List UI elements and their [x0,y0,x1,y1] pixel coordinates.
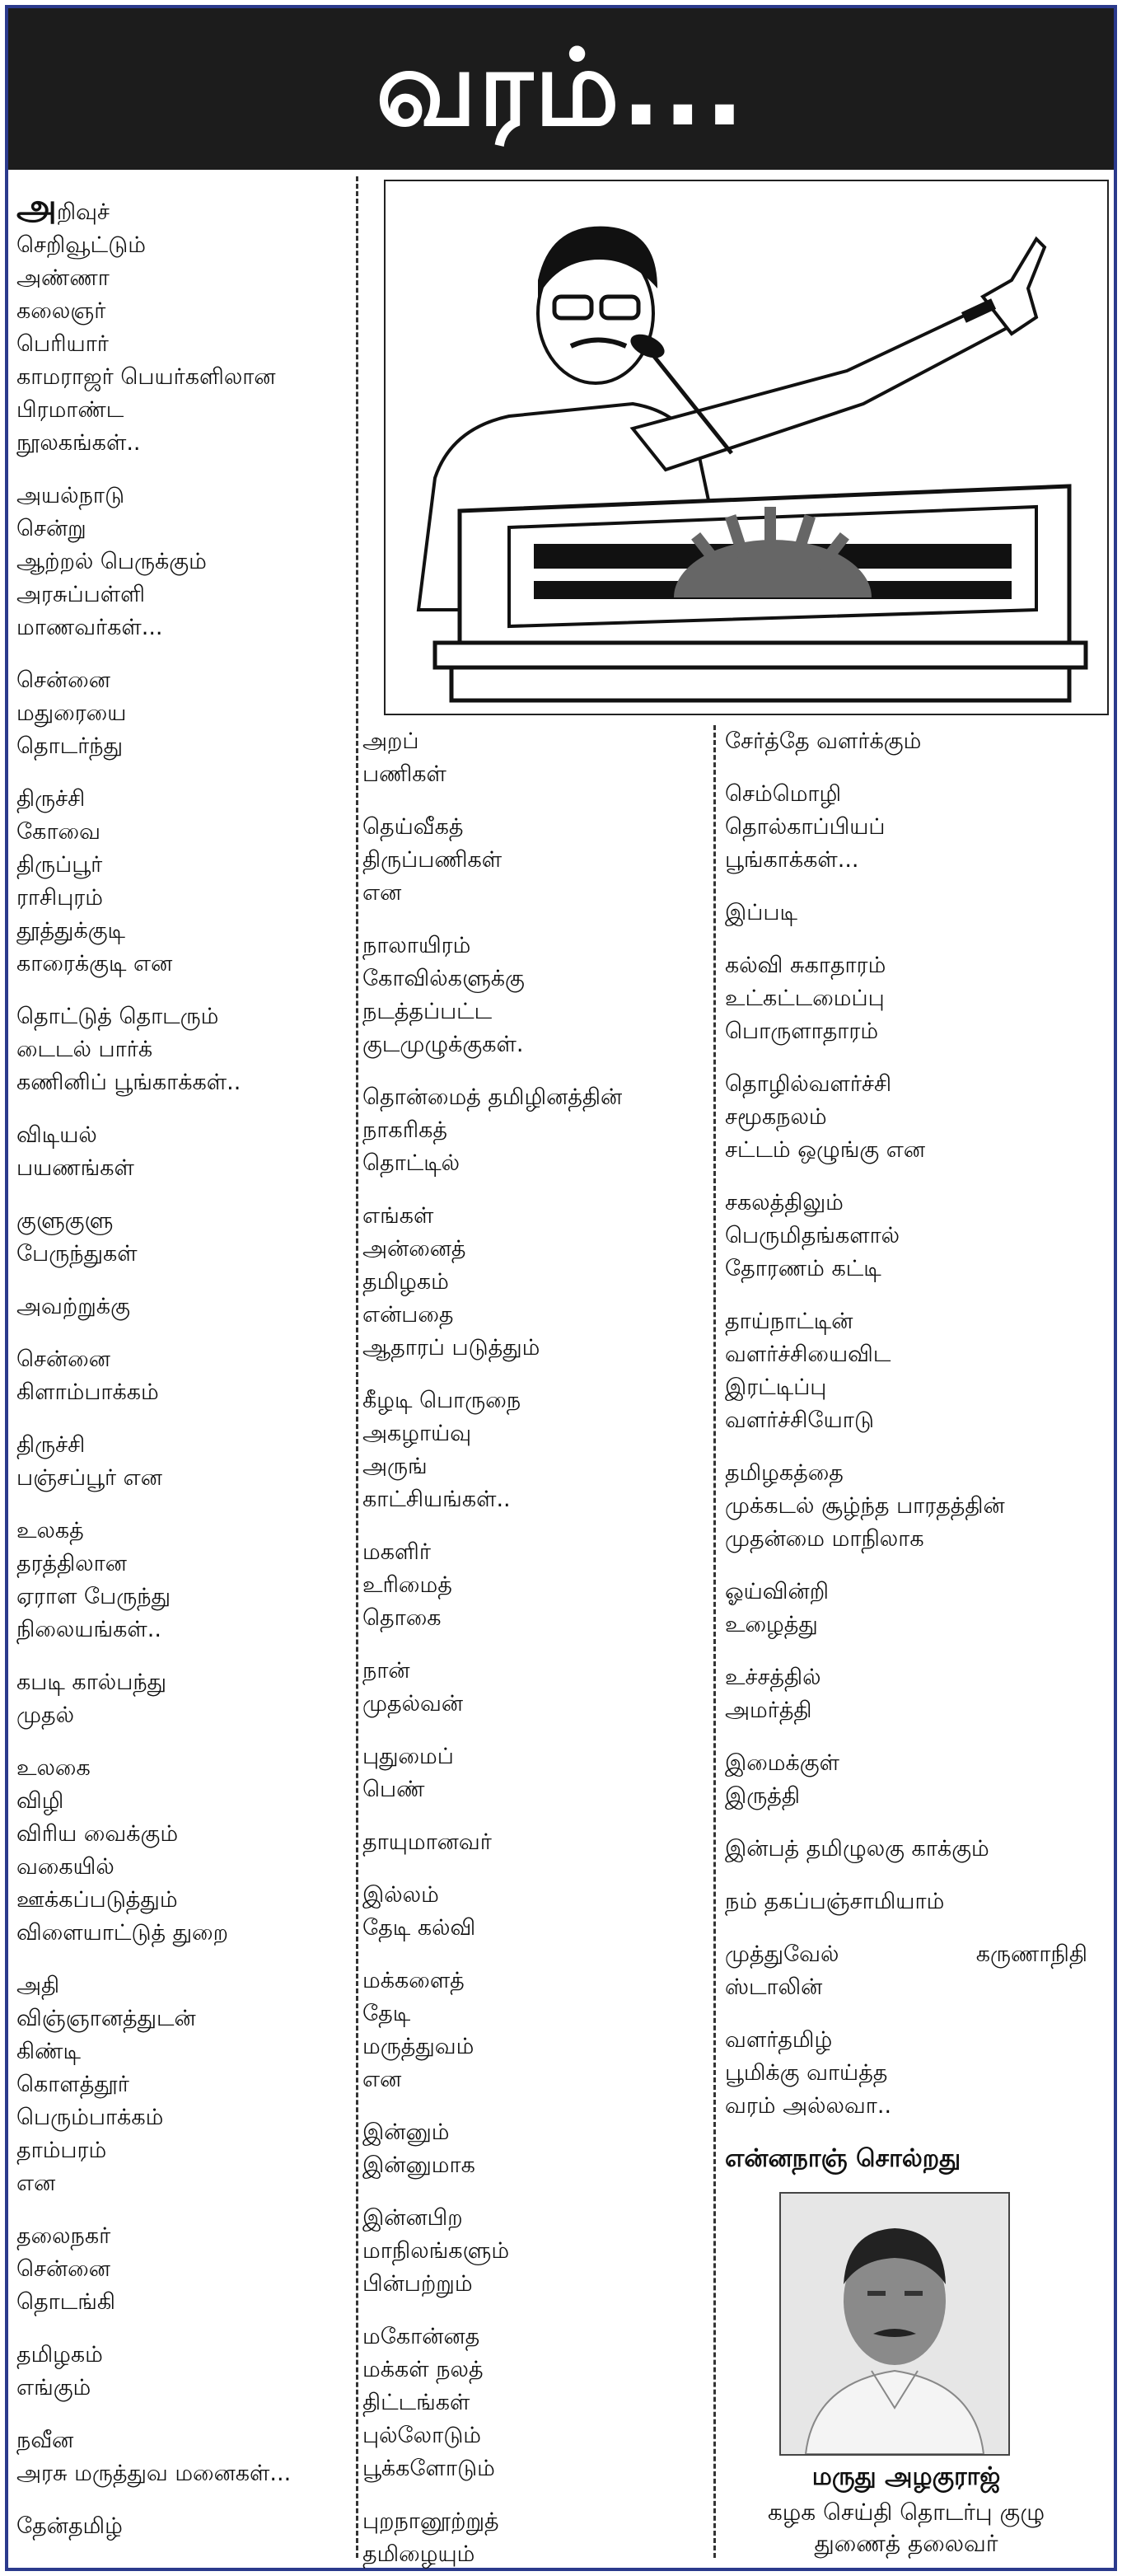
stanza: நவீன அரசு மருத்துவ மனைகள்... [16,2428,292,2486]
stanza: அவற்றுக்கு [16,1294,130,1319]
stanza: கபடி கால்பந்து முதல் [16,1670,167,1728]
stanza: இமைக்குள் இருத்தி [725,1750,840,1809]
author-name: மருது அழகுராஜ் [811,2462,1001,2491]
stanza [16,186,346,460]
author-portrait-photo [779,2192,1010,2456]
stanza: உச்சத்தில் அமர்த்தி [725,1665,821,1723]
stanza: இன்பத் தமிழுலகு காக்கும் [725,1836,989,1862]
stanza: சென்னை கிளாம்பாக்கம் [16,1347,159,1405]
orator-at-podium-illustration [384,180,1109,715]
stanza: நான் முதல்வன் [362,1658,464,1717]
portrait-svg [781,2194,1008,2454]
stanza: செம்மொழி தொல்காப்பியப் பூங்காக்கள்... [725,781,886,873]
stanza: உலகத் தரத்திலான ஏராள பேருந்து நிலையங்கள்.. [16,1518,171,1642]
stanza: இல்லம் தேடி கல்வி [362,1882,476,1941]
stanza-leader-name [725,1938,1087,2004]
stanza: கீழடி பொருநை அகழாய்வு அருங் காட்சியங்கள்.. [362,1388,521,1512]
orator-svg [386,181,1107,714]
stanza: தொழில்வளர்ச்சி சமூகநலம் சட்டம் ஒழுங்கு என [725,1071,926,1163]
stanza: புதுமைப் பெண் [362,1744,454,1802]
page-title: வரம்... [376,27,746,150]
title-banner [8,8,1114,170]
byline-title: என்னநாஞ் சொல்றது [725,2144,961,2173]
stanza: மகளிர் உரிமைத் தொகை [362,1539,452,1631]
first-line-rest: றிவுச் [56,199,110,225]
stanza: தெய்வீகத் திருப்பணிகள் என [362,814,503,906]
poem-column-3 [725,725,1087,2195]
stanza: தேன்தமிழ் [16,2513,123,2539]
stanza: நாலாயிரம் கோவில்களுக்கு நடத்தப்பட்ட குடமுழுக்குகள். [362,933,525,1057]
stanza: தலைநகர் சென்னை தொடங்கி [16,2223,115,2315]
stanza: விடியல் பயணங்கள் [16,1122,134,1181]
stanza: தொட்டுத் தொடரும் டைடல் பார்க் கணினிப் பூங்காக்கள்.. [16,1004,241,1095]
first-stanza-lines: செறிவூட்டும் அண்ணா கலைஞர் பெரியார் காமராஜர் பெயர்களிலான பிரமாண்ட நூலகங்கள்.. [16,232,276,456]
stanza: தமிழகம் எங்கும் [16,2342,103,2400]
stanza: அறப் பணிகள் [362,728,446,787]
name-left: முத்துவேல் [725,1941,839,1967]
stanza: கல்வி சுகாதாரம் உட்கட்டமைப்பு பொருளாதாரம் [725,953,886,1044]
stanza: மகோன்னத மக்கள் நலத் திட்டங்கள் புல்லோடும் பூக்களோடும் [362,2324,495,2481]
stanza: திருச்சி கோவை திருப்பூர் ராசிபுரம் தூத்துக்குடி காரைக்குடி என [16,786,173,977]
stanza: தொன்மைத் தமிழினத்தின் நாகரிகத் தொட்டில் [362,1084,623,1176]
stanza: இன்னபிற மாநிலங்களும் பின்பற்றும் [362,2205,510,2297]
stanza: நம் தகப்பஞ்சாமியாம் [725,1889,945,1914]
stanza: மக்களைத் தேடி மருத்துவம் என [362,1968,475,2092]
stanza: உலகை விழி விரிய வைக்கும் வகையில் ஊக்கப்படுத்தும் விளையாட்டுத் துறை [16,1755,228,1946]
drop-initial: அ [16,186,57,228]
stanza: ஓய்வின்றி உழைத்து [725,1579,829,1637]
stanza: குளுகுளு பேருந்துகள் [16,1208,138,1267]
stanza: தமிழகத்தை முக்கடல் சூழ்ந்த பாரதத்தின் முதன்மை மாநிலாக [725,1460,1005,1552]
stanza: சேர்த்தே வளர்க்கும் [725,728,922,754]
name-last: ஸ்டாலின் [725,1974,823,2000]
stanza: எங்கள் அன்னைத் தமிழகம் என்பதை ஆதாரப் படுத்தும் [362,1203,540,1361]
stanza: இப்படி [725,900,797,925]
author-role-line-1: கழக செய்தி தொடர்பு குழு [767,2499,1045,2526]
stanza: திருச்சி பஞ்சப்பூர் என [16,1432,162,1491]
stanza: சென்னை மதுரையை தொடர்ந்து [16,667,127,759]
stanza: தாய்நாட்டின் வளர்ச்சியைவிட இரட்டிப்பு வளர்ச்சியோடு [725,1309,891,1433]
name-right: கருணாநிதி [975,1941,1087,1967]
author-role [725,2497,1087,2560]
poem-column-2 [362,725,692,2576]
column-divider [356,176,358,2558]
author-role-line-2: துணைத் தலைவர் [814,2530,998,2557]
stanza: அதி விஞ்ஞானத்துடன் கிண்டி கொளத்தூர் பெரும்பாக்கம் தாம்பரம் என [16,1973,196,2196]
stanza-closing: வளர்தமிழ் பூமிக்கு வாய்த்த வரம் அல்லவா.. [725,2027,892,2119]
stanza: இன்னும் இன்னுமாக [362,2119,475,2178]
poem-column-1 [16,186,346,2563]
stanza: அயல்நாடு சென்று ஆற்றல் பெருக்கும் அரசுப்பள்ளி மாணவர்கள்... [16,483,207,640]
name-line [725,1938,1087,1971]
stanza: புறநானூற்றுத் தமிழையும் [362,2508,499,2567]
stanza: சகலத்திலும் பெருமிதங்களால் தோரணம் கட்டி [725,1190,900,1281]
stanza: தாயுமானவர் [362,1829,492,1855]
column-divider [713,725,716,2558]
